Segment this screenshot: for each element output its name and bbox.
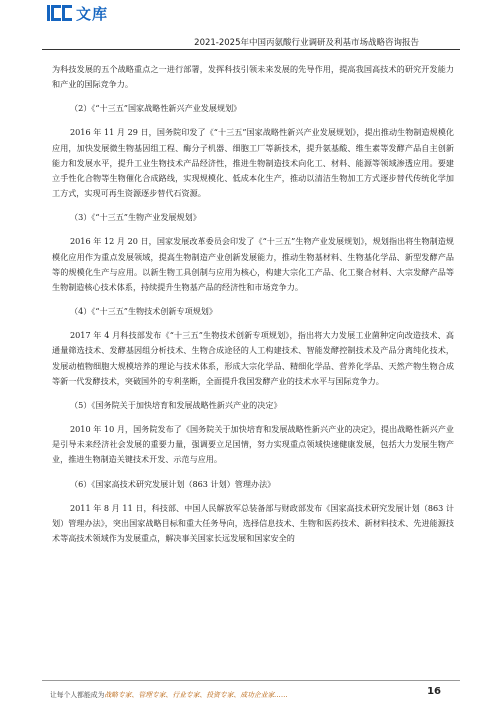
paragraph: 为科技发展的五个战略重点之一进行部署，发挥科技引领未来发展的先导作用，提高我国高技术的研究开发能力和产业的国际竞争力。	[52, 64, 454, 90]
paragraph: 2011 年 8 月 11 日，科技部、中国人民解放军总装备部与财政部发布《国家高技术研究发展计划（863 计划）管理办法》，突出国家战略目标和重大任务导向，选择信息技术、生物和医药技术、新材料技术、先进能源技术等高技术领域作为发展重点，解决事关国家长远发展和国家安全的	[52, 502, 454, 544]
paragraph: 2010 年 10 月，国务院发布了《国务院关于加快培育和发展战略性新兴产业的决定》，提出战略性新兴产业是引导未来经济社会发展的重要力量，强调要立足国情，努力实现重点领域快速健康发展，包括大力发展生物产业，推进生物制造关键技术开发、示范与应用。	[52, 424, 454, 465]
footer-slogan	[50, 689, 288, 699]
section-heading: （5）《国务院关于加快培育和发展战略性新兴产业的决定》	[70, 400, 282, 411]
brand-name: 文库	[76, 4, 109, 23]
footer-roles: 战略专家、管理专家、行业专家、投资专家、成功企业家……	[104, 691, 288, 699]
section-heading: （3）《“十三五”生物产业发展规划》	[70, 212, 201, 223]
paragraph: 2017 年 4 月科技部发布《“十三五”生物技术创新专项规划》，指出将大力发展工业菌种定向改造技术、高通量筛选技术、发酵基因组分析技术、生物合成途径的人工构建技术、智能发酵控制技术及产品分离纯化技术，发展动植物细胞大规模培养的理论与技术体系，形成大宗化学品、精细化学品、营养化学品、天然产物生物合成等新一代发酵技术，突破国外的专利垄断，全面提升我国发酵产业的技术水平与国际竞争力。	[52, 330, 454, 386]
page-footer	[0, 680, 499, 706]
paragraph: 2016 年 12 月 20 日，国家发展改革委员会印发了《“十三五”生物产业发展规划》，规划指出将生物制造规模化应用作为重点发展领域，提高生物制造产业创新发展能力，推动生物基材料、生物基化学品、新型发酵产品等的规模化生产与应用。以新生物工具创制与应用为核心，构建大宗化工产品、化工聚合材料、大宗发酵产品等生物制造核心技术体系，持续提升生物基产品的经济性和市场竞争力。	[52, 236, 454, 293]
page-header	[0, 0, 499, 52]
section-heading: （4）《“十三五”生物技术创新专项规划》	[70, 306, 217, 317]
footer-divider	[42, 680, 460, 681]
section-heading: （6）《国家高技术研究发展计划（863 计划）管理办法》	[70, 478, 276, 489]
section-heading: （2）《“十三五”国家战略性新兴产业发展规划》	[70, 103, 242, 114]
page-number: 16	[427, 686, 441, 697]
document-body	[52, 62, 454, 546]
paragraph: 2016 年 11 月 29 日，国务院印发了《“十三五”国家战略性新兴产业发展规划》，提出推动生物制造规模化应用，加快发展微生物基因组工程、酶分子机器、细胞工厂等新技术，提升氨基酸、维生素等发酵产品自主创新能力和发展水平，提升工业生物技术产品经济性，推进生物制造技术向化工、材料、能源等领域渗透应用。要建立手性化合物等生物催化合成路线，实现规模化、低成本化生产，推动以清洁生物加工方式逐步替代传统化学加工方式，实现可再生资源逐步替代石资源。	[52, 127, 454, 199]
report-title: 2021-2025年中国丙氨酸行业调研及利基市场战略咨询报告	[194, 38, 419, 48]
logo	[47, 2, 108, 24]
header-divider	[42, 49, 460, 50]
footer-lead: 让每个人都能成为	[50, 691, 105, 699]
logo-mark-icon	[47, 5, 72, 21]
